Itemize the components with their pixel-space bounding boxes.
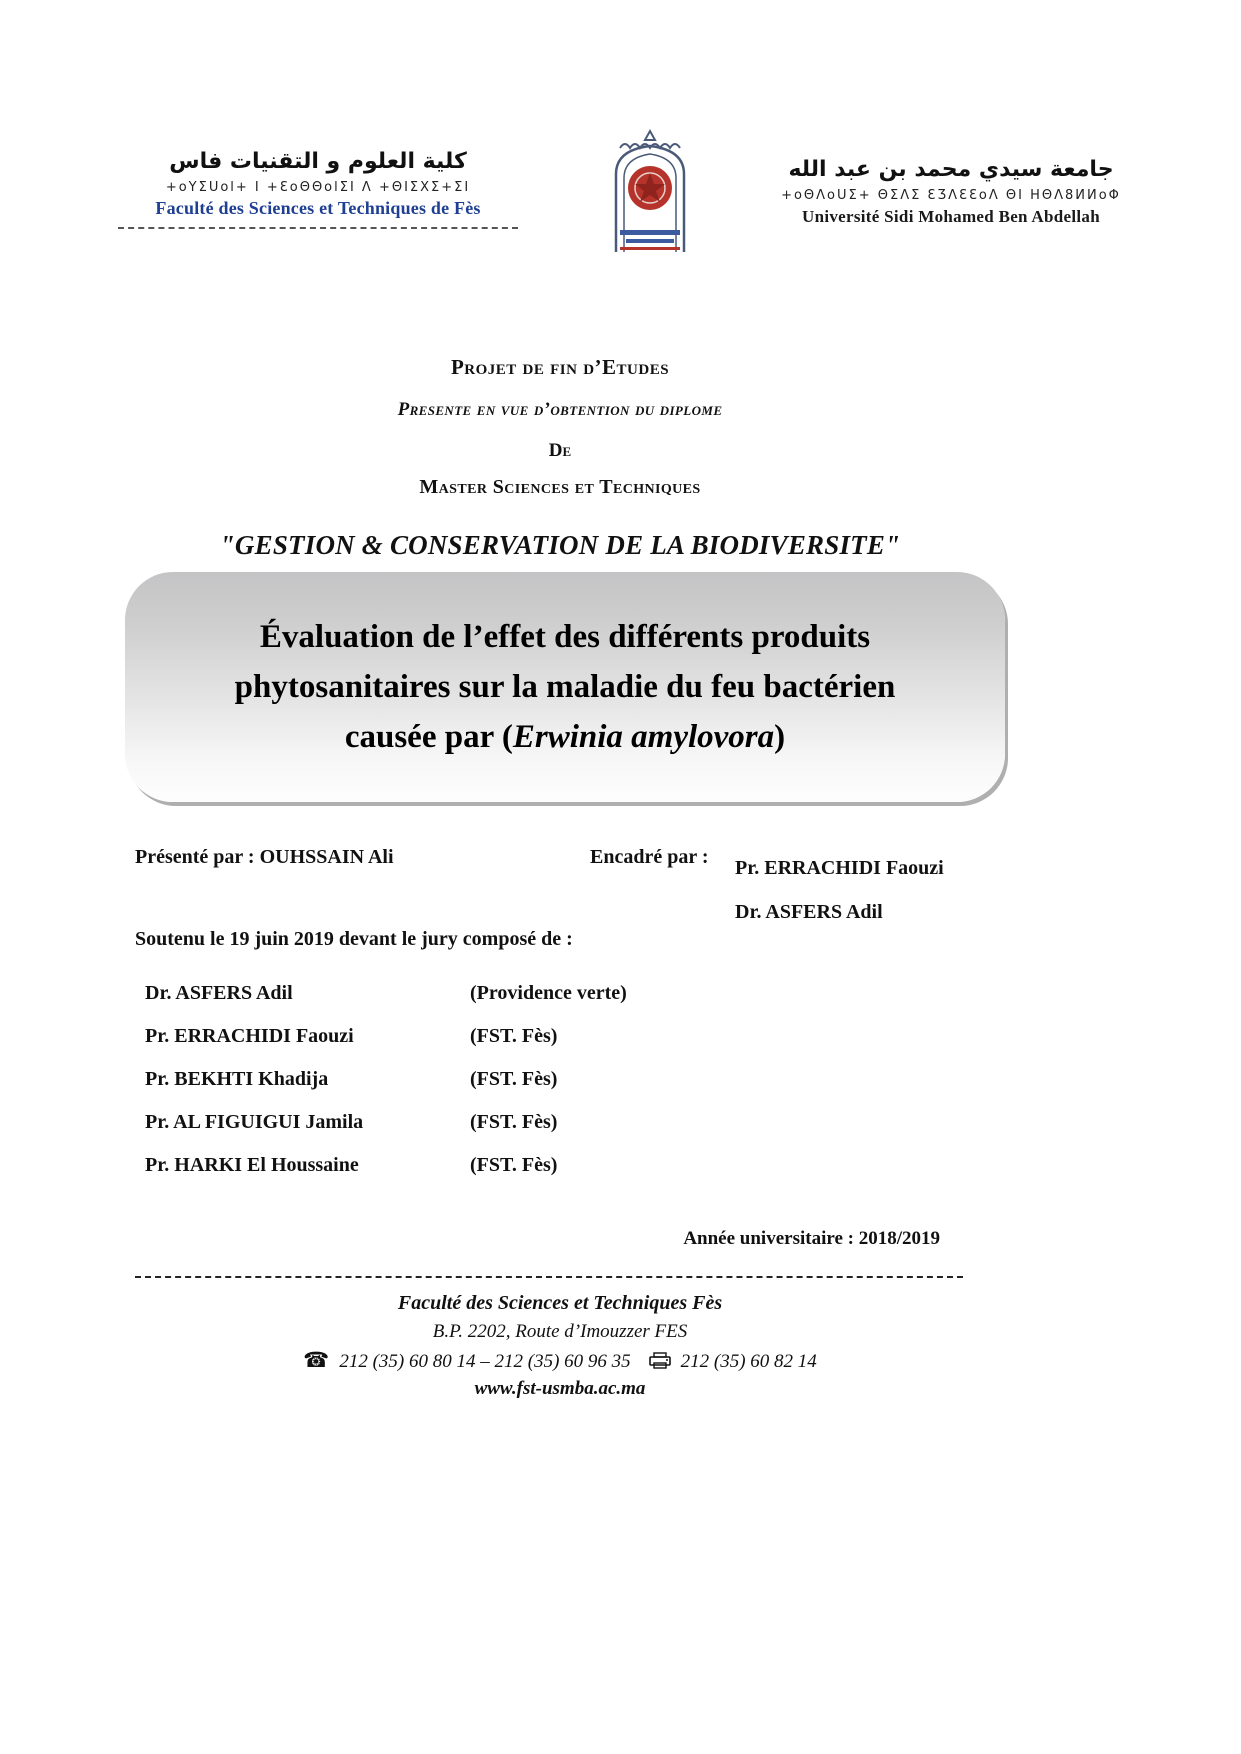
footer-phones: 212 (35) 60 80 14 – 212 (35) 60 96 35 (339, 1351, 631, 1372)
jury-row (145, 1058, 945, 1101)
university-block (781, 156, 1121, 227)
jury-list (145, 972, 945, 1187)
jury-member-affiliation: (Providence verte) (470, 982, 627, 1004)
separator-line (135, 1276, 963, 1278)
master-line: Master Sciences et Techniques (419, 476, 701, 498)
thesis-title-line-1: Évaluation de l’effet des différents produits (259, 619, 871, 655)
footer-contact (135, 1348, 985, 1373)
thesis-title-box (125, 572, 1005, 802)
project-type-line: Projet de fin d’Etudes (450, 355, 670, 379)
diploma-purpose-line: Presente en vue d’obtention du diplome (397, 399, 723, 420)
jury-row (145, 972, 945, 1015)
header (118, 126, 1121, 258)
thesis-title-line-2: phytosanitaires sur la maladie du feu bactérien (234, 669, 896, 705)
faculty-name-arabic: كلية العلوم و التقنيات فاس (169, 149, 467, 174)
supervisors (735, 846, 944, 934)
jury-member-name: Pr. ERRACHIDI Faouzi (145, 1025, 354, 1047)
jury-member-name: Pr. HARKI El Houssaine (145, 1154, 359, 1176)
footer-fax: 212 (35) 60 82 14 (680, 1351, 817, 1372)
university-logo-icon (590, 126, 710, 258)
jury-row (145, 1101, 945, 1144)
university-name-tifinagh: +oΘΛoUΣ+ ΘΣΛΣ ƐƷΛƐƐoΛ ΘI HΘΛ8ИИoΦ (781, 187, 1121, 203)
jury-member-name: Pr. AL FIGUIGUI Jamila (145, 1111, 364, 1133)
footer-website: www.fst-usmba.ac.ma (474, 1378, 646, 1399)
supervised-by-label: Encadré par : (590, 846, 709, 868)
phone-icon: ☎ (303, 1348, 330, 1372)
faculty-name-tifinagh: +oYΣUol+ I +ƐoΘΘolΣI Λ +ΘIΣXΣ+ΣI (165, 179, 471, 195)
defense-intro: Soutenu le 19 juin 2019 devant le jury composé de : (135, 928, 573, 950)
jury-row (145, 1015, 945, 1058)
jury-member-name: Pr. BEKHTI Khadija (145, 1068, 329, 1090)
supervisor-2: Dr. ASFERS Adil (735, 901, 883, 923)
fax-icon (649, 1352, 671, 1369)
jury-member-name: Dr. ASFERS Adil (145, 982, 293, 1004)
university-name-arabic: جامعة سيدي محمد بن عبد الله (788, 157, 1114, 182)
supervisor-1: Pr. ERRACHIDI Faouzi (735, 857, 944, 879)
academic-year: Année universitaire : 2018/2019 (683, 1228, 940, 1249)
faculty-name-french: Faculté des Sciences et Techniques de Fès (155, 197, 481, 218)
specialty-line: "GESTION & CONSERVATION DE LA BIODIVERSITE" (219, 530, 901, 560)
jury-member-affiliation: (FST. Fès) (470, 1068, 558, 1090)
species-name: Erwinia amylovora (512, 719, 775, 755)
university-logo (590, 126, 710, 258)
jury-member-affiliation: (FST. Fès) (470, 1154, 558, 1176)
university-name-french: Université Sidi Mohamed Ben Abdellah (802, 206, 1100, 226)
jury-member-affiliation: (FST. Fès) (470, 1111, 558, 1133)
de-line: De (548, 440, 572, 461)
jury-member-affiliation: (FST. Fès) (470, 1025, 558, 1047)
jury-row (145, 1144, 945, 1187)
title-line3-prefix: causée par ( (344, 719, 513, 755)
footer-org: Faculté des Sciences et Techniques Fès (397, 1292, 723, 1314)
footer-address: B.P. 2202, Route d’Imouzzer FES (432, 1321, 688, 1342)
faculty-block (118, 148, 518, 229)
people-row (135, 846, 985, 936)
title-line3-suffix: ) (774, 719, 786, 755)
thesis-title-line-3 (125, 712, 1005, 762)
presented-by: Présenté par : OUHSSAIN Ali (135, 846, 394, 868)
